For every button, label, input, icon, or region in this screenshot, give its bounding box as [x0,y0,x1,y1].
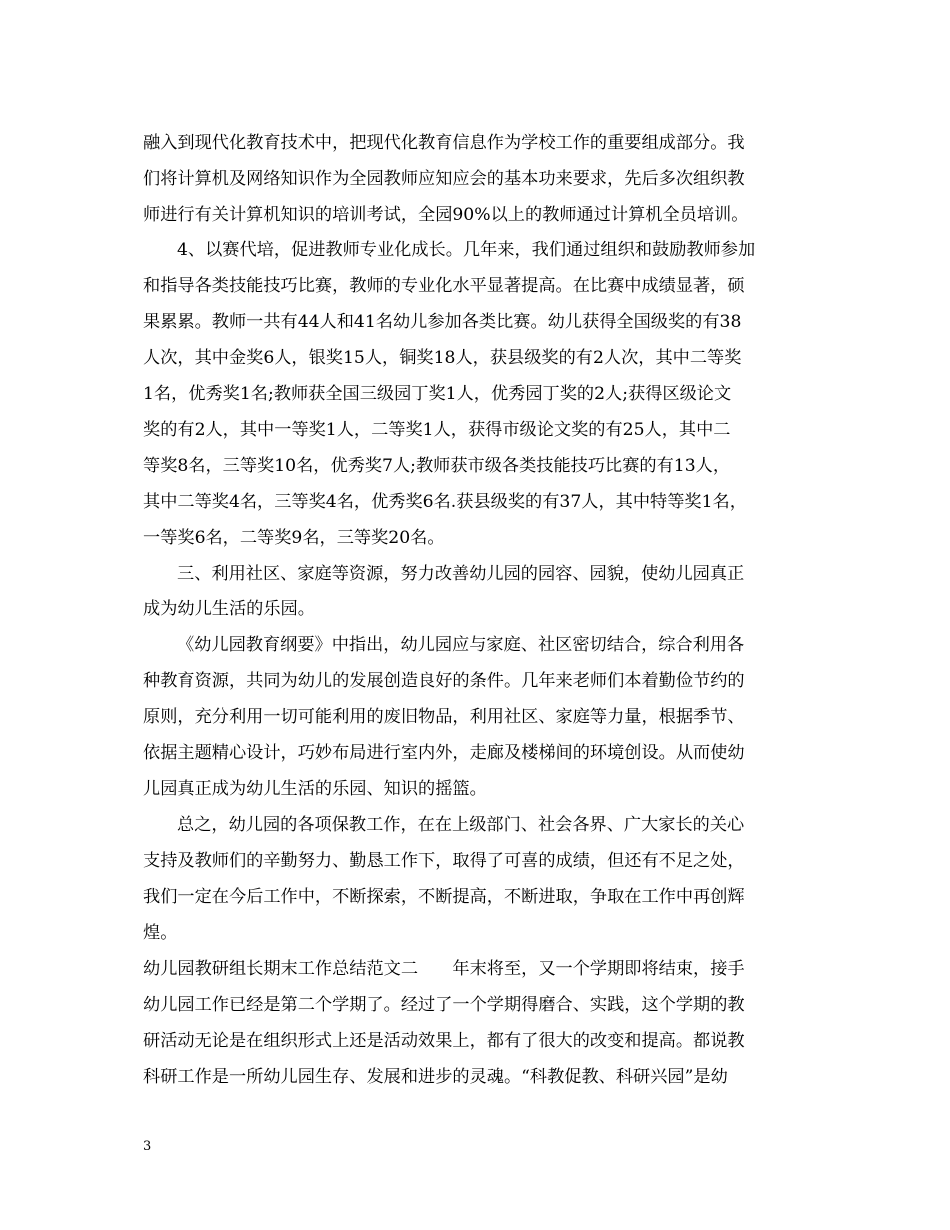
text-line: 种教育资源，共同为幼儿的发展创造良好的条件。几年来老师们本着勤俭节约的 [143,671,745,691]
text-line: 1名，优秀奖1名;教师获全国三级园丁奖1人，优秀园丁奖的2人;获得区级论文 [143,384,732,404]
text-line: 奖的有2人，其中一等奖1人，二等奖1人，获得市级论文奖的有25人，其中二 [143,420,731,440]
text-line: 《幼儿园教育纲要》中指出，幼儿园应与家庭、社区密切结合，综合利用各 [177,635,745,655]
text-line: 原则，充分利用一切可能利用的废旧物品，利用社区、家庭等力量，根据季节、 [143,707,745,727]
text-line: 总之，幼儿园的各项保教工作，在在上级部门、社会各界、广大家长的关心 [177,815,745,835]
text-line: 研活动无论是在组织形式上还是活动效果上，都有了很大的改变和提高。都说教 [143,1031,745,1051]
text-line: 师进行有关计算机知识的培训考试，全园90%以上的教师通过计算机全员培训。 [143,205,749,225]
text-line: 儿园真正成为幼儿生活的乐园、知识的摇篮。 [143,779,487,799]
text-line: 和指导各类技能技巧比赛，教师的专业化水平显著提高。在比赛中成绩显著，硕 [143,276,745,296]
text-line: 依据主题精心设计，巧妙布局进行室内外，走廊及楼梯间的环境创设。从而使幼 [143,743,745,763]
text-line: 科研工作是一所幼儿园生存、发展和进步的灵魂。“科教促教、科研兴园”是幼 [143,1067,728,1087]
text-line: 其中二等奖4名，三等奖4名，优秀奖6名.获县级奖的有37人，其中特等奖1名， [143,492,747,512]
text-line: 我们一定在今后工作中，不断探索，不断提高，不断进取，争取在工作中再创辉 [143,887,745,907]
text-line: 果累累。教师一共有44人和41名幼儿参加各类比赛。幼儿获得全国级奖的有38 [143,312,742,332]
text-line: 支持及教师们的辛勤努力、勤恳工作下，取得了可喜的成绩，但还有不足之处， [143,851,745,871]
text-line: 一等奖6名，二等奖9名，三等奖20名。 [143,528,445,548]
text-line: 等奖8名，三等奖10名，优秀奖7人;教师获市级各类技能技巧比赛的有13人， [143,456,731,476]
text-line: 幼儿园教研组长期末工作总结范文二 年末将至，又一个学期即将结束，接手 [143,959,745,979]
page-number: 3 [143,1139,152,1154]
section-heading: 三、利用社区、家庭等资源，努力改善幼儿园的园容、园貌，使幼儿园真正 [177,564,745,584]
text-line: 人次，其中金奖6人，银奖15人，铜奖18人，获县级奖的有2人次，其中二等奖 [143,348,742,368]
text-line: 煌。 [143,923,178,943]
text-line: 融入到现代化教育技术中，把现代化教育信息作为学校工作的重要组成部分。我 [143,133,745,153]
text-line: 4、以赛代培，促进教师专业化成长。几年来，我们通过组织和鼓励教师参加 [177,240,756,260]
text-line: 们将计算机及网络知识作为全园教师应知应会的基本功来要求，先后多次组织教 [143,169,745,189]
section-heading: 成为幼儿生活的乐园。 [143,599,315,619]
text-line: 幼儿园工作已经是第二个学期了。经过了一个学期得磨合、实践，这个学期的教 [143,995,745,1015]
